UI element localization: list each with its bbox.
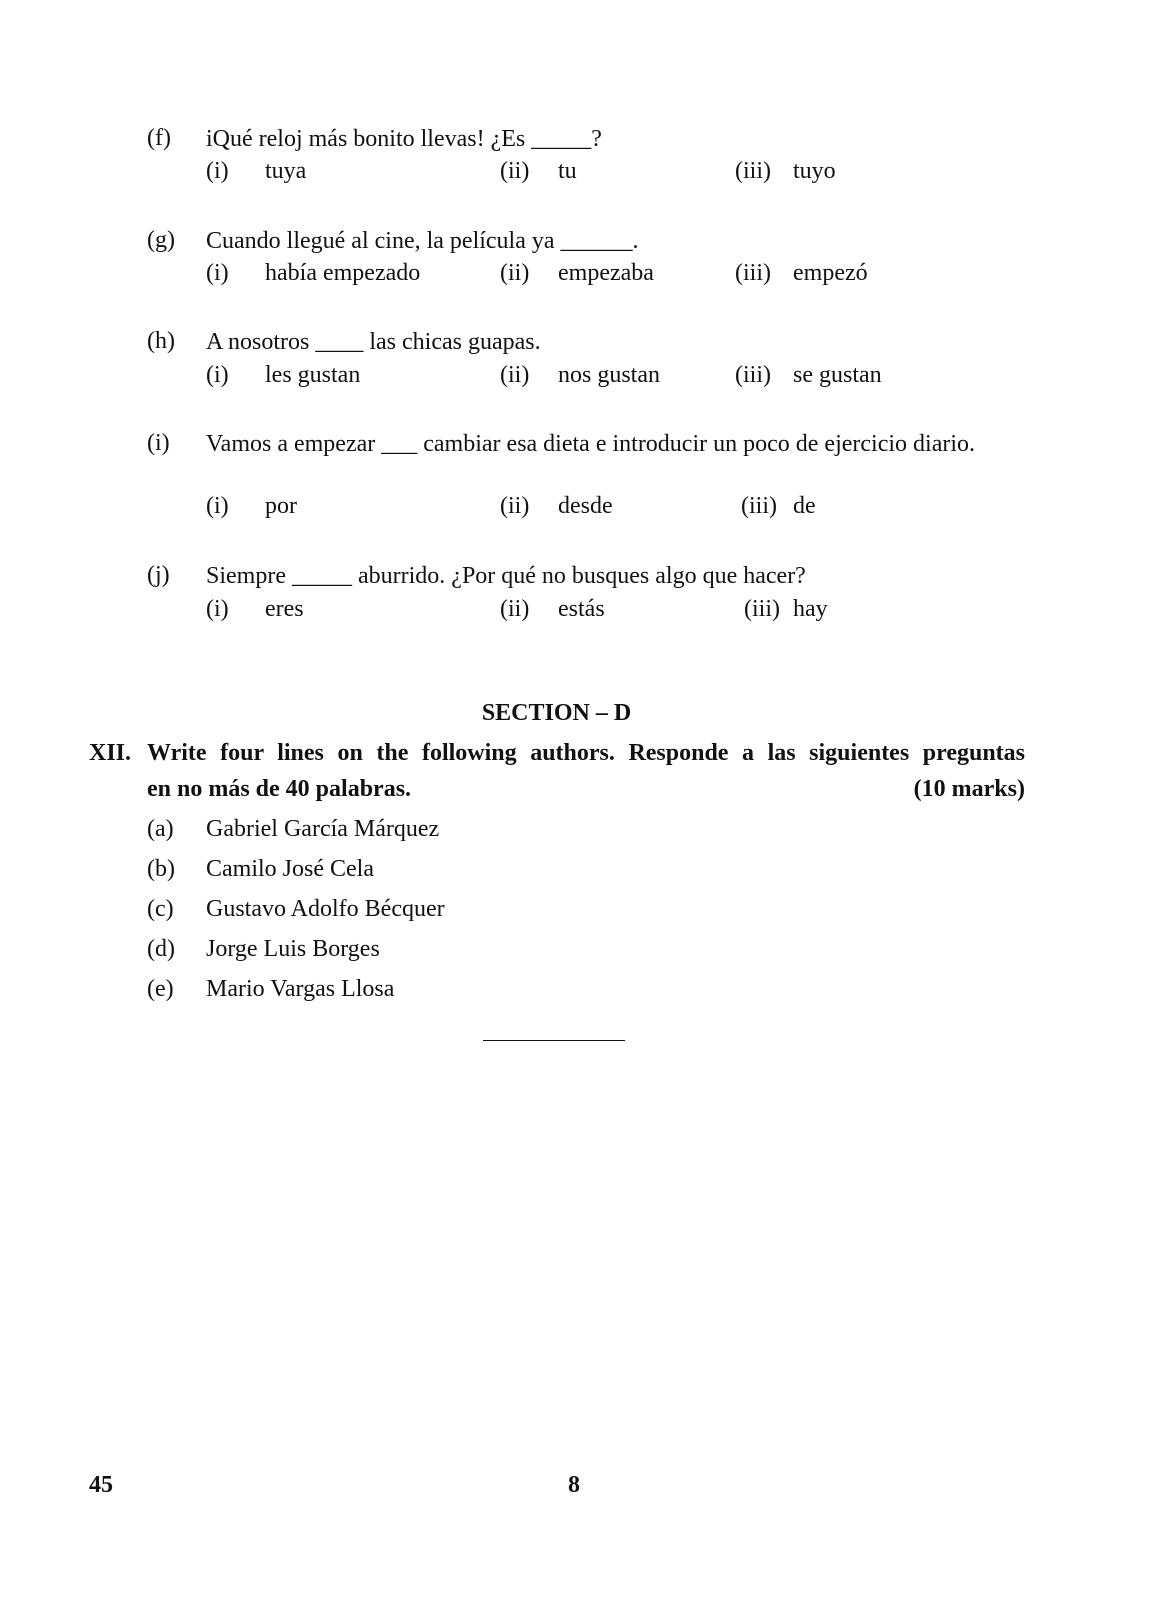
option-number: (iii) bbox=[744, 596, 780, 622]
end-rule bbox=[483, 1040, 625, 1041]
paper-code: 45 bbox=[89, 1472, 113, 1498]
option-text: hay bbox=[793, 596, 828, 622]
option-number: (ii) bbox=[500, 596, 530, 622]
option-number: (ii) bbox=[500, 158, 530, 184]
instruction-line-2: en no más de 40 palabras. bbox=[147, 776, 412, 802]
option-number: (i) bbox=[206, 362, 229, 388]
section-title: SECTION – D bbox=[481, 700, 632, 726]
option-text: por bbox=[265, 493, 297, 519]
marks-label: (10 marks) bbox=[913, 776, 1025, 802]
option-text: nos gustan bbox=[558, 362, 660, 388]
option-number: (iii) bbox=[735, 158, 771, 184]
option-number: (i) bbox=[206, 493, 229, 519]
author-name: Jorge Luis Borges bbox=[206, 936, 380, 962]
option-text: tuyo bbox=[793, 158, 836, 184]
instruction-line-1: Write four lines on the following authors. Responde a las siguientes preguntas bbox=[147, 740, 1025, 766]
option-number: (ii) bbox=[500, 493, 530, 519]
option-text: se gustan bbox=[793, 362, 882, 388]
question-label: (g) bbox=[147, 227, 175, 253]
author-label: (d) bbox=[147, 936, 175, 962]
question-text: Vamos a empezar ___ cambiar esa dieta e introducir un poco de ejercicio diario. bbox=[206, 431, 976, 457]
author-label: (b) bbox=[147, 856, 175, 882]
author-label: (e) bbox=[147, 976, 174, 1002]
question-label: (h) bbox=[147, 328, 175, 354]
option-text: tu bbox=[558, 158, 577, 184]
question-text: A nosotros ____ las chicas guapas. bbox=[206, 329, 541, 355]
option-number: (iii) bbox=[735, 260, 771, 286]
question-text: Siempre _____ aburrido. ¿Por qué no busques algo que hacer? bbox=[206, 563, 806, 589]
author-name: Mario Vargas Llosa bbox=[206, 976, 395, 1002]
option-number: (i) bbox=[206, 158, 229, 184]
option-text: eres bbox=[265, 596, 304, 622]
author-label: (a) bbox=[147, 816, 174, 842]
question-number: XII. bbox=[89, 740, 132, 766]
question-label: (i) bbox=[147, 430, 170, 456]
author-name: Gabriel García Márquez bbox=[206, 816, 440, 842]
question-text: iQué reloj más bonito llevas! ¿Es _____? bbox=[206, 126, 602, 152]
option-number: (i) bbox=[206, 260, 229, 286]
option-text: estás bbox=[558, 596, 605, 622]
option-text: de bbox=[793, 493, 816, 519]
author-name: Camilo José Cela bbox=[206, 856, 374, 882]
author-label: (c) bbox=[147, 896, 174, 922]
option-number: (iii) bbox=[741, 493, 777, 519]
option-text: empezaba bbox=[558, 260, 654, 286]
option-number: (iii) bbox=[735, 362, 771, 388]
option-text: empezó bbox=[793, 260, 868, 286]
option-text: había empezado bbox=[265, 260, 421, 286]
page-number: 8 bbox=[568, 1472, 580, 1498]
option-text: tuya bbox=[265, 158, 307, 184]
question-text: Cuando llegué al cine, la película ya ______. bbox=[206, 228, 639, 254]
option-text: desde bbox=[558, 493, 613, 519]
author-name: Gustavo Adolfo Bécquer bbox=[206, 896, 445, 922]
option-number: (ii) bbox=[500, 362, 530, 388]
option-number: (i) bbox=[206, 596, 229, 622]
option-number: (ii) bbox=[500, 260, 530, 286]
option-text: les gustan bbox=[265, 362, 361, 388]
question-label: (f) bbox=[147, 125, 171, 151]
question-label: (j) bbox=[147, 562, 170, 588]
